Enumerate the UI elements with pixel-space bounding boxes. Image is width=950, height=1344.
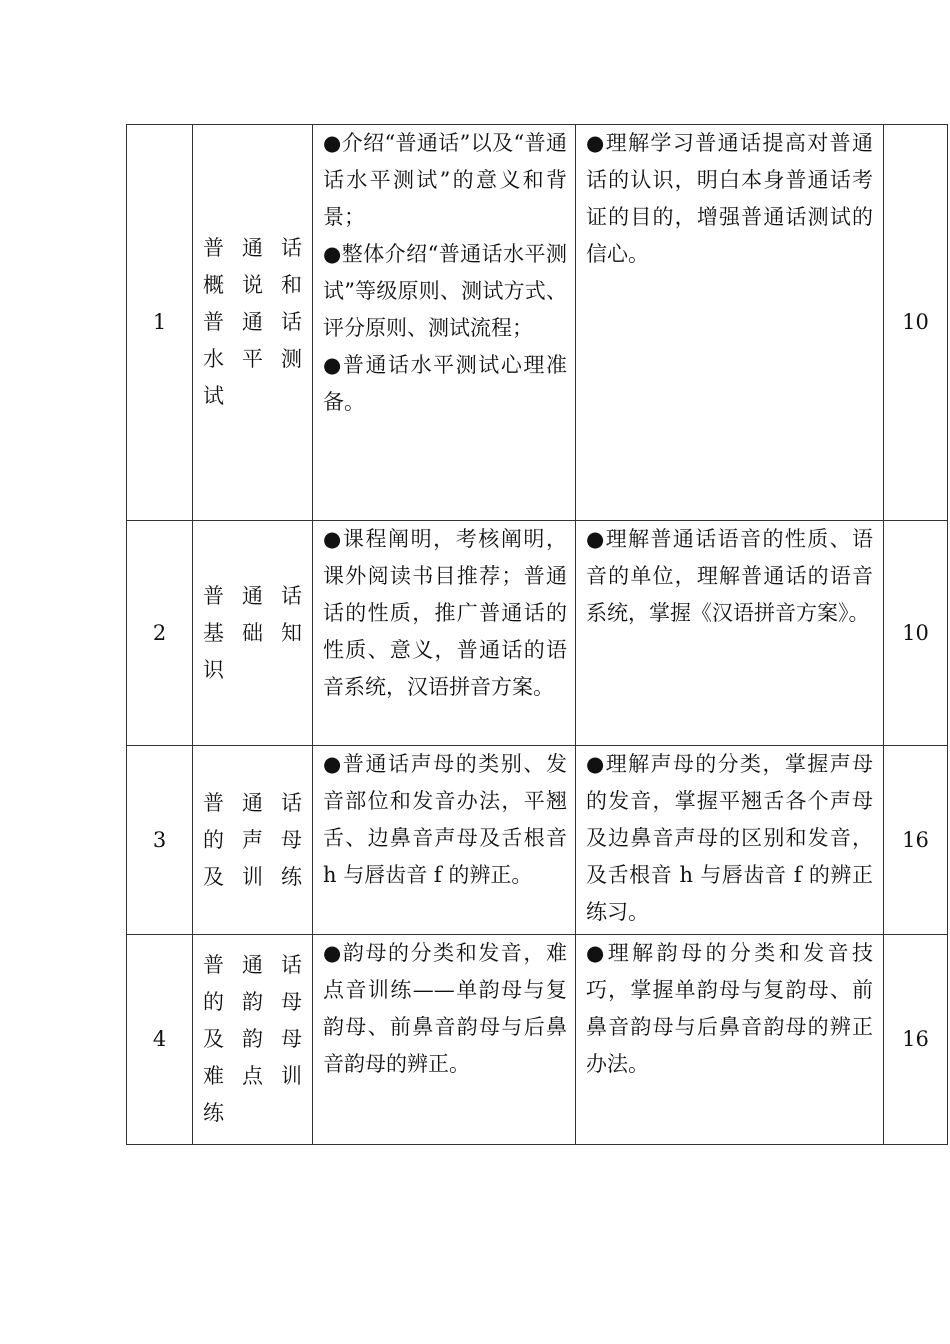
topic-line: 普通话 [203, 583, 304, 608]
content-cell [313, 746, 576, 935]
goal-cell: ●理解韵母的分类和发音技巧，掌握单韵母与复韵母、前鼻音韵母与后鼻音韵母的辨正办法。 [576, 935, 884, 1145]
content-item: ●介绍“普通话”以及“普通话水平测试”的意义和背景； [323, 131, 567, 229]
row-number: 4 [127, 935, 193, 1145]
topic-cell [193, 125, 313, 521]
hours-cell: 10 [884, 521, 948, 746]
topic-line: 水平测 [203, 347, 304, 371]
content-cell [313, 935, 576, 1145]
topic-line: 练 [203, 1101, 226, 1125]
topic-line: 普通话 [203, 236, 304, 260]
topic-line: 普通话 [203, 953, 304, 977]
hours-cell: 16 [884, 935, 948, 1145]
table-row [127, 521, 948, 746]
topic-line: 及训练 [203, 864, 304, 889]
content-item: ●整体介绍“普通话水平测试”等级原则、测试方式、评分原则、测试流程； [323, 242, 567, 340]
topic-line: 试 [203, 384, 226, 408]
row-number: 1 [127, 125, 193, 521]
table-row [127, 125, 948, 521]
topic-line: 的韵母 [203, 990, 304, 1014]
table-row [127, 746, 948, 935]
content-item: ●普通话水平测试心理准备。 [323, 353, 567, 414]
goal-cell: ●理解声母的分类，掌握声母的发音，掌握平翘舌各个声母及边鼻音声母的区别和发音，及舌根音 h 与唇齿音 f 的辨正练习。 [576, 746, 884, 935]
table-row [127, 935, 948, 1145]
course-schedule-table [126, 124, 948, 1145]
row-number: 3 [127, 746, 193, 935]
content-cell [313, 125, 576, 521]
content-cell [313, 521, 576, 746]
topic-cell [193, 521, 313, 746]
topic-line: 及韵母 [203, 1027, 304, 1051]
topic-line: 普通话 [203, 310, 304, 334]
row-number: 2 [127, 521, 193, 746]
topic-line: 普通话 [203, 790, 304, 815]
topic-line: 识 [203, 657, 226, 682]
hours-cell: 10 [884, 125, 948, 521]
goal-cell: ●理解学习普通话提高对普通话的认识，明白本身普通话考证的目的，增强普通话测试的信心。 [576, 125, 884, 521]
topic-line: 概说和 [203, 273, 304, 297]
content-item: ●韵母的分类和发音，难点音训练——单韵母与复韵母、前鼻音韵母与后鼻音韵母的辨正。 [323, 941, 567, 1076]
topic-cell [193, 746, 313, 935]
hours-cell: 16 [884, 746, 948, 935]
content-item: ●普通话声母的类别、发音部位和发音办法，平翘舌、边鼻音声母及舌根音 h 与唇齿音 f 的辨正。 [323, 752, 567, 887]
topic-cell [193, 935, 313, 1145]
topic-line: 难点训 [203, 1064, 304, 1088]
goal-cell: ●理解普通话语音的性质、语音的单位，理解普通话的语音系统，掌握《汉语拼音方案》。 [576, 521, 884, 746]
topic-line: 基础知 [203, 620, 304, 645]
topic-line: 的声母 [203, 827, 304, 852]
content-item: ●课程阐明，考核阐明，课外阅读书目推荐；普通话的性质，推广普通话的性质、意义，普通话的语音系统，汉语拼音方案。 [323, 527, 567, 699]
